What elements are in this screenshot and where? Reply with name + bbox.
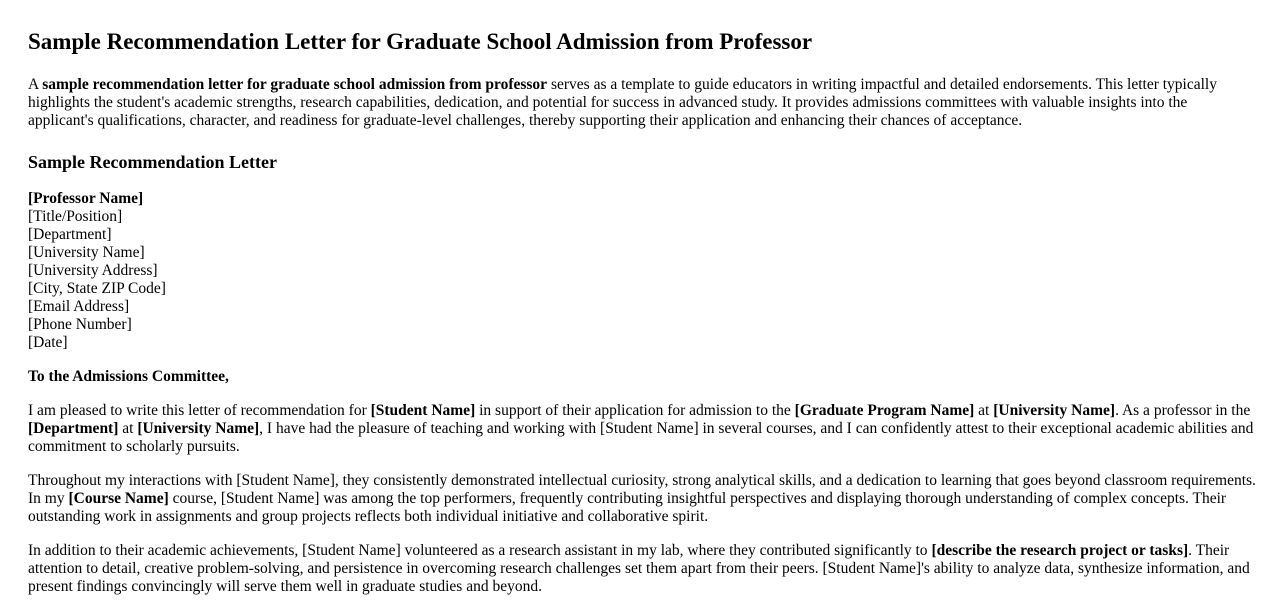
p1-text-5: at — [118, 420, 138, 437]
sender-email: [Email Address] — [28, 298, 130, 315]
p1-text-1: I am pleased to write this letter of recommendation for — [28, 402, 371, 419]
intro-rest: serves as a template to guide educators in writing impactful and detailed endorsements. This letter typically highlights the student's academic strengths, research capabilities, dedication, and potential for success in advanced study. It provides admissions committees with valuable insights into the applicant's qualifications, character, and readiness for graduate-level challenges, thereby supporting their application and enhancing their chances of acceptance. — [28, 76, 1217, 129]
sender-name — [28, 190, 1256, 208]
p2-course-name: [Course Name] — [68, 490, 169, 507]
page-title: Sample Recommendation Letter for Graduate School Admission from Professor — [28, 29, 813, 54]
p1-university-name: [University Name] — [993, 402, 1116, 419]
p1-student-name: [Student Name] — [370, 402, 476, 419]
p1-department: [Department] — [28, 420, 119, 437]
letter-date: [Date] — [28, 334, 68, 351]
intro-bold: sample recommendation letter for graduate school admission from professor — [42, 76, 548, 93]
p3-research-project: [describe the research project or tasks] — [931, 542, 1189, 559]
letter-paragraph-3 — [28, 542, 1256, 596]
document-page — [28, 0, 1256, 596]
section-heading: Sample Recommendation Letter — [28, 152, 277, 172]
p1-university-name-2: [University Name] — [137, 420, 260, 437]
p1-program-name: [Graduate Program Name] — [794, 402, 975, 419]
intro-lead: A — [28, 76, 43, 93]
p1-text-3: at — [974, 402, 994, 419]
sender-address-block — [28, 190, 1256, 352]
p1-text-2: in support of their application for admission to the — [475, 402, 795, 419]
sender-city-state-zip: [City, State ZIP Code] — [28, 280, 166, 297]
sender-title: [Title/Position] — [28, 208, 123, 225]
p2-text-1: Throughout my interactions with [Student Name], they consistently demonstrated intellectual curiosity, strong analytical skills, and a dedication to learning that goes beyond classroom requirements. In my — [28, 472, 1256, 507]
p1-text-4: . As a professor in the — [1115, 402, 1251, 419]
p1-text-6: , I have had the pleasure of teaching and working with [Student Name] in several courses, and I can confidently attest to their exceptional academic abilities and commitment to scholarly pursuits. — [28, 420, 1254, 455]
letter-greeting: To the Admissions Committee, — [28, 368, 229, 385]
sender-department: [Department] — [28, 226, 112, 243]
sender-university-address: [University Address] — [28, 262, 158, 279]
letter-paragraph-2 — [28, 472, 1256, 526]
sender-university: [University Name] — [28, 244, 145, 261]
sender-name-text: [Professor Name] — [28, 190, 144, 207]
p3-text-2: . Their attention to detail, creative problem-solving, and persistence in overcoming research challenges set them apart from their peers. [Student Name]'s ability to analyze data, synthesize information, and present findings convincingly will serve them well in graduate studies and beyond. — [28, 542, 1250, 595]
p3-text-1: In addition to their academic achievements, [Student Name] volunteered as a research assistant in my lab, where they contributed significantly to — [28, 542, 932, 559]
intro-paragraph — [28, 76, 1256, 130]
sender-phone: [Phone Number] — [28, 316, 132, 333]
letter-paragraph-1 — [28, 402, 1256, 456]
p2-text-2: course, [Student Name] was among the top performers, frequently contributing insightful perspectives and displaying thorough understanding of complex concepts. Their outstanding work in assignments and group projects reflects both individual initiative and collaborative spirit. — [28, 490, 1227, 525]
